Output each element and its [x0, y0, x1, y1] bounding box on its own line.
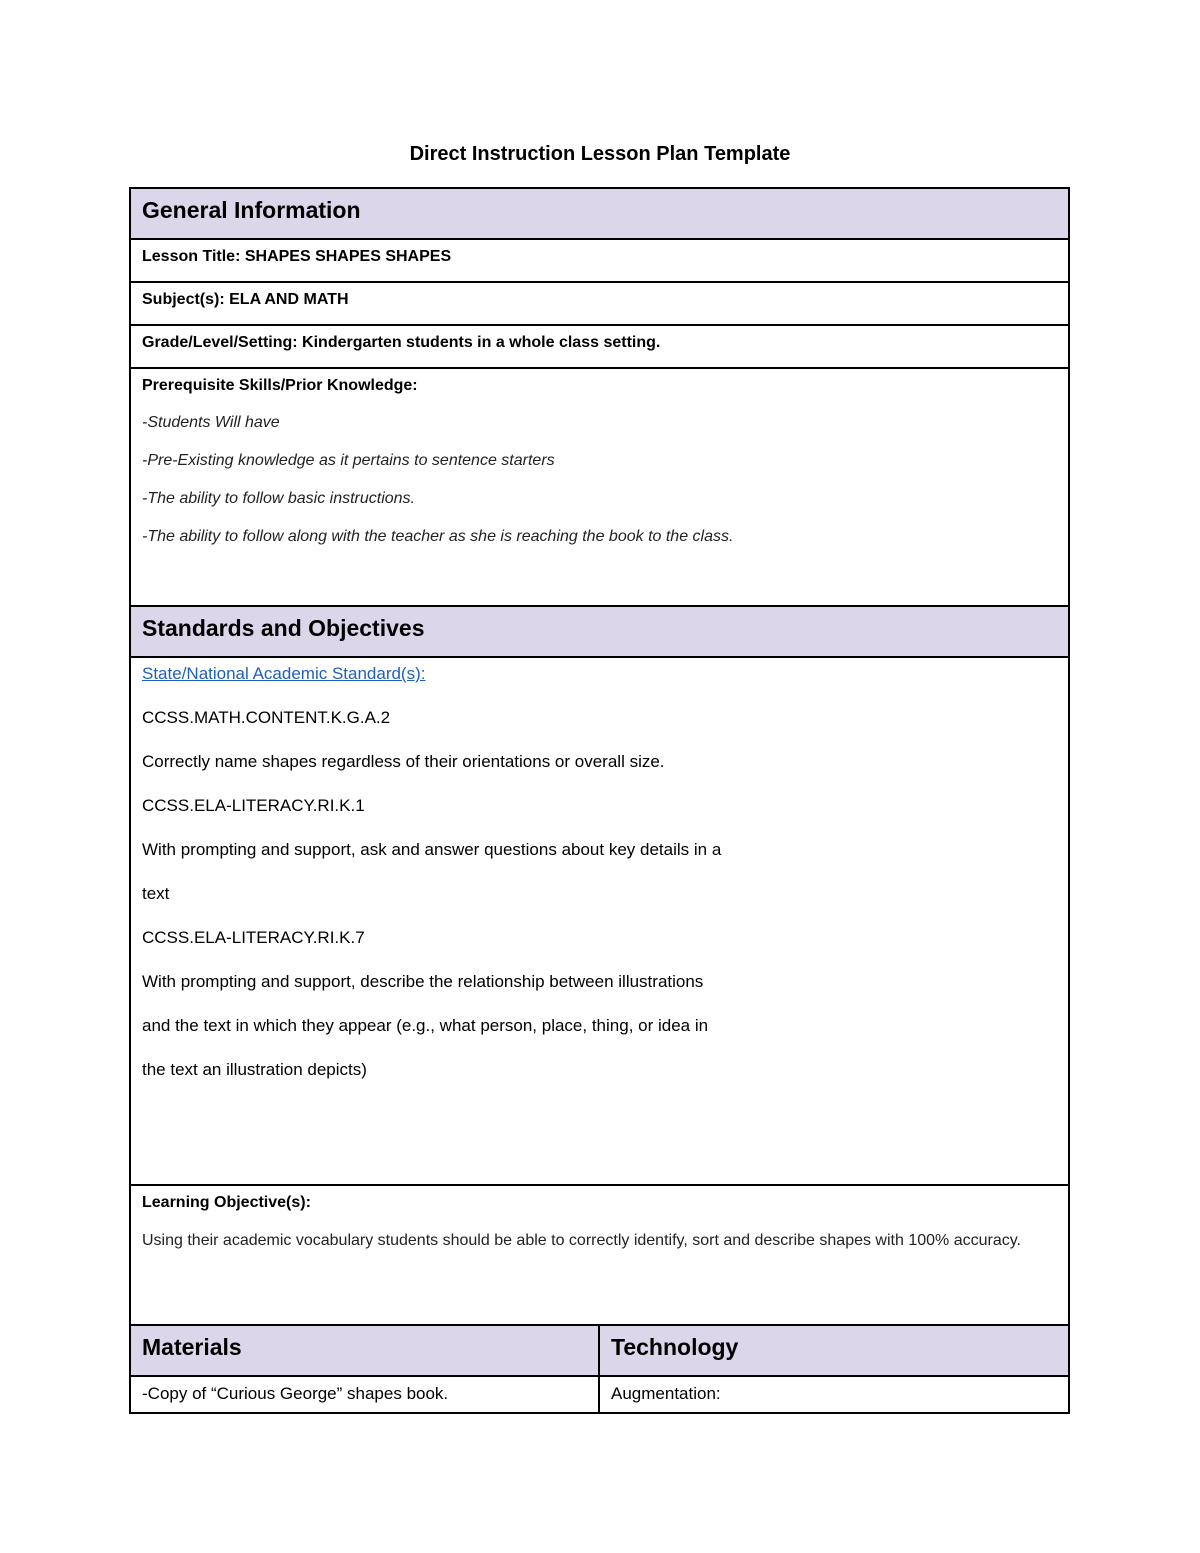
academic-standards-link[interactable]: State/National Academic Standard(s):	[142, 664, 426, 683]
lesson-title-field: Lesson Title: SHAPES SHAPES SHAPES	[131, 240, 1068, 283]
technology-heading: Technology	[600, 1326, 1068, 1375]
subjects-field: Subject(s): ELA AND MATH	[131, 283, 1068, 326]
standard-line: and the text in which they appear (e.g., what person, place, thing, or idea in	[142, 1016, 709, 1035]
standard-line: the text an illustration depicts)	[142, 1060, 367, 1079]
learning-objective-text: Using their academic vocabulary students should be able to correctly identify, sort and describe shapes with 100% accuracy.	[142, 1232, 1021, 1249]
prerequisite-skills-cell	[131, 369, 1068, 607]
resources-heading-row	[131, 1326, 1068, 1377]
prereq-item: -The ability to follow basic instructions.	[142, 490, 415, 507]
standards-cell	[131, 658, 1068, 1186]
prereq-item: -Students Will have	[142, 414, 280, 431]
document-title: Direct Instruction Lesson Plan Template	[409, 143, 791, 165]
prerequisite-skills-label: Prerequisite Skills/Prior Knowledge:	[142, 377, 418, 394]
standard-line: CCSS.ELA-LITERACY.RI.K.1	[142, 796, 365, 815]
materials-heading: Materials	[131, 1326, 600, 1375]
learning-objectives-label: Learning Objective(s):	[142, 1194, 311, 1211]
technology-item: Augmentation:	[611, 1384, 721, 1403]
materials-item: -Copy of “Curious George” shapes book.	[131, 1377, 600, 1412]
grade-level-setting-field: Grade/Level/Setting: Kindergarten students in a whole class setting.	[131, 326, 1068, 369]
standard-line: text	[142, 884, 170, 903]
resources-row	[131, 1377, 1068, 1414]
learning-objectives-cell	[131, 1186, 1068, 1326]
standard-line: With prompting and support, ask and answer questions about key details in a	[142, 840, 722, 859]
standard-line: Correctly name shapes regardless of their orientations or overall size.	[142, 752, 665, 771]
standard-line: With prompting and support, describe the relationship between illustrations	[142, 972, 704, 991]
standard-line: CCSS.ELA-LITERACY.RI.K.7	[142, 928, 365, 947]
general-information-heading: General Information	[131, 189, 1068, 240]
standards-objectives-heading: Standards and Objectives	[131, 607, 1068, 658]
standard-line: CCSS.MATH.CONTENT.K.G.A.2	[142, 708, 391, 727]
prereq-item: -The ability to follow along with the teacher as she is reaching the book to the class.	[142, 528, 734, 545]
lesson-plan-table	[129, 187, 1070, 1414]
prereq-item: -Pre-Existing knowledge as it pertains to sentence starters	[142, 452, 555, 469]
